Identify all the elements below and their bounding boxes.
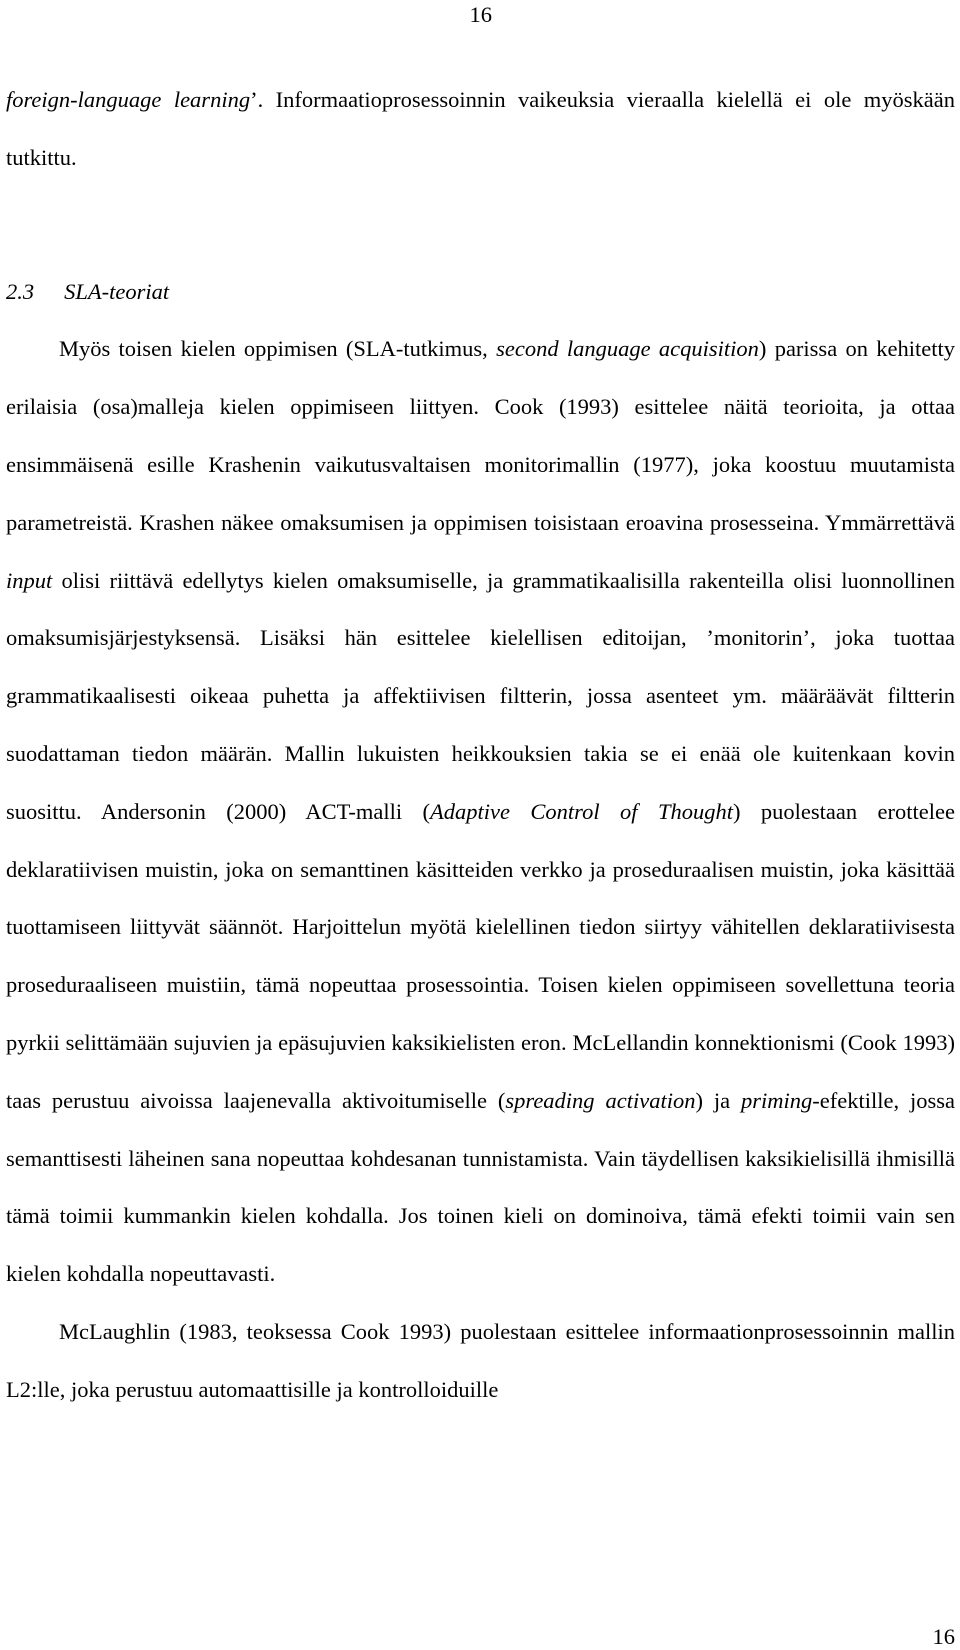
section-title: SLA-teoriat bbox=[64, 278, 170, 304]
intro-italic-term: foreign-language learning bbox=[6, 87, 251, 112]
page-number-top: 16 bbox=[469, 2, 492, 27]
paragraph-mclaughlin: McLaughlin (1983, teoksessa Cook 1993) puolestaan esittelee informaationprosessoinnin mallin L2:lle, joka perustuu automaattisille ja kontrolloiduille bbox=[6, 1318, 955, 1402]
intro-text: ’. Informaatioprosessoinnin vaikeuksia vieraalla kielellä ei ole myöskään tutkittu. bbox=[6, 87, 956, 170]
section-heading bbox=[6, 263, 955, 321]
page-number-bottom: 16 bbox=[932, 1624, 955, 1649]
text-run: ) puolestaan erottelee deklaratiivisen muistin, joka on semanttinen käsitteiden verkko ja proseduraalisen muistin, joka käsittää tuottamiseen liittyvät säännöt. Harjoittelun myötä kielellinen tiedon siirtyy vähitellen deklaratiivisesta proseduraaliseen muistiin, tämä nopeuttaa prosessointia. Toisen kielen oppimiseen sovellettuna teoria pyrkii selittämään sujuvien ja epäsujuvien kaksikielisten eron. McLellandin konnektionismi (Cook 1993) taas perustuu aivoissa laajenevalla aktivoitumiselle ( bbox=[6, 798, 955, 1113]
text-run: -efektille, jossa semanttisesti läheinen sana nopeuttaa kohdesanan tunnistamista. Vain täydellisen kaksikielisillä ihmisillä tämä toimii kummankin kielen kohdalla. Jos toinen kieli on dominoiva, tämä efekti toimii vain sen kielen kohdalla nopeuttavasti. bbox=[6, 1087, 955, 1287]
text-run: ) ja bbox=[695, 1087, 741, 1113]
term-act: Adaptive Control of Thought bbox=[430, 798, 733, 824]
term-spreading-activation: spreading activation bbox=[505, 1087, 696, 1113]
section-number: 2.3 bbox=[6, 278, 35, 304]
document-body bbox=[6, 71, 955, 1419]
text-run: ) parissa on kehitetty erilaisia (osa)malleja kielen oppimiseen liittyen. Cook (1993) esittelee näitä teorioita, ja ottaa ensimmäisenä esille Krashenin vaikutusvaltaisen monitorimallin (1977), joka koostuu muutamista parametreistä. Krashen näkee omaksumisen ja oppimisen toisistaan eroavina prosesseina. Ymmärrettävä bbox=[6, 336, 955, 535]
text-run: olisi riittävä edellytys kielen omaksumiselle, ja grammatikaalisilla rakenteilla olisi luonnollinen omaksumisjärjestyksensä. Lisäksi hän esittelee kielellisen editoijan, ’monitorin’, joka tuottaa grammatikaalisesti oikeaa puhetta ja affektiivisen filtterin, jossa asenteet ym. määräävät filtterin suodattaman tiedon määrän. Mallin lukuisten heikkouksien takia se ei enää ole kuitenkaan kovin suosittu. Andersonin (2000) ACT-malli ( bbox=[6, 567, 955, 824]
paragraph-sla-theories bbox=[6, 320, 955, 1303]
term-sla: second language acquisition bbox=[496, 336, 759, 362]
term-priming: priming bbox=[741, 1087, 813, 1113]
term-input: input bbox=[6, 567, 53, 593]
intro-paragraph bbox=[6, 71, 955, 187]
text-run: Myös toisen kielen oppimisen (SLA-tutkimus, bbox=[59, 336, 497, 362]
